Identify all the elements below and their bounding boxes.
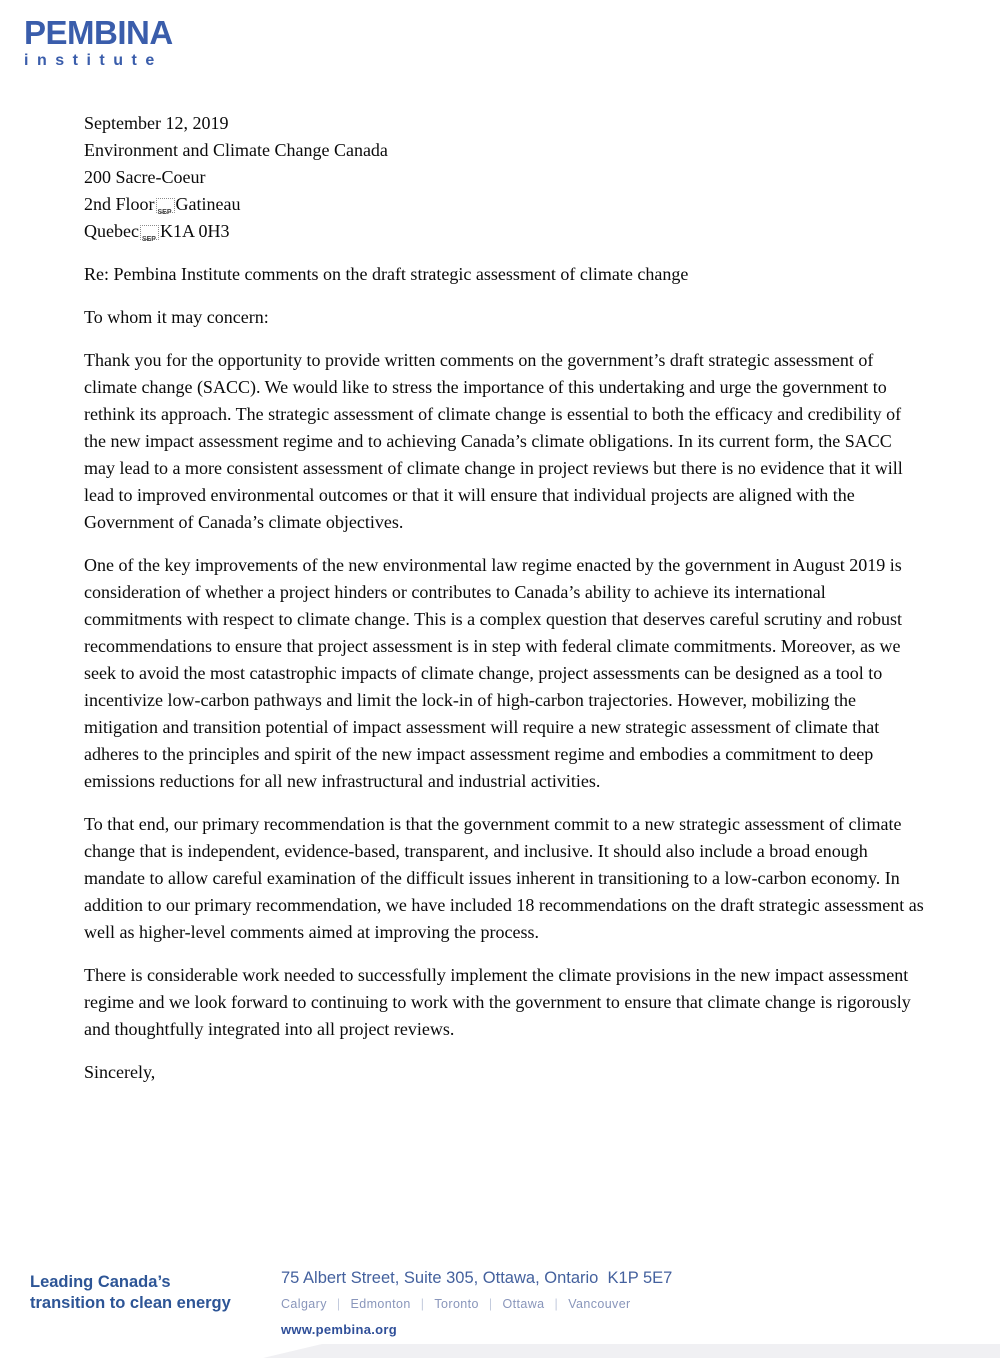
paragraph-3: To that end, our primary recommendation is that the government commit to a new strategic assessment of climate change that is independent, evidence-based, transparent, and inclusive. It should also include a broad enough mandate to allow careful examination of the difficult issues inherent in transitioning to a low-carbon economy. In addition to our primary recommendation, we have included 18 recommendations on the draft strategic assessment as well as higher-level comments aimed at improving the process. <box>84 814 924 942</box>
recipient-city: Gatineau <box>175 194 241 214</box>
city-separator: | <box>336 1297 341 1311</box>
logo-wordmark: PEMBINA <box>24 14 173 51</box>
footer-city: Edmonton <box>350 1297 411 1311</box>
letter-date: September 12, 2019 <box>84 113 229 133</box>
footer-city: Calgary <box>281 1297 327 1311</box>
recipient-postal-code: K1A 0H3 <box>159 221 230 241</box>
city-separator: | <box>420 1297 425 1311</box>
closing: Sincerely, <box>84 1062 156 1082</box>
recipient-floor-line <box>84 191 924 218</box>
sep-control-character-icon <box>156 198 175 216</box>
recipient-postal-line <box>84 218 924 245</box>
footer-tagline <box>30 1272 231 1314</box>
sep-control-character-icon <box>140 225 159 243</box>
footer-city: Ottawa <box>502 1297 545 1311</box>
sep-label: SEP <box>157 209 172 216</box>
paragraph-1: Thank you for the opportunity to provide written comments on the government’s draft strategic assessment of climate change (SACC). We would like to stress the importance of this undertaking and urge the government to rethink its approach. The strategic assessment of climate change is essential to both the efficacy and credibility of the new impact assessment regime and to achieving Canada’s climate obligations. In its current form, the SACC may lead to a more consistent assessment of climate change in project reviews but there is no evidence that it will lead to improved environmental outcomes or that it will ensure that individual projects are aligned with the Government of Canada’s climate objectives. <box>84 350 903 532</box>
footer-website-link[interactable]: www.pembina.org <box>281 1322 397 1337</box>
logo-subtitle: institute <box>24 52 163 69</box>
footer-tagline-line1: Leading Canada’s <box>30 1273 171 1291</box>
date-and-recipient-block <box>84 110 924 245</box>
sep-label: SEP <box>141 236 156 243</box>
city-separator: | <box>488 1297 493 1311</box>
city-separator: | <box>554 1297 559 1311</box>
pembina-logo <box>24 16 173 70</box>
letter-body <box>84 110 924 1102</box>
recipient-floor: 2nd Floor <box>84 194 155 214</box>
footer-street-address: 75 Albert Street, Suite 305, Ottawa, Ontario K1P 5E7 <box>281 1269 673 1287</box>
footer-decorative-band <box>263 1344 1000 1358</box>
recipient-province: Quebec <box>84 221 139 241</box>
salutation: To whom it may concern: <box>84 307 269 327</box>
paragraph-2: One of the key improvements of the new environmental law regime enacted by the government in August 2019 is consideration of whether a project hinders or contributes to Canada’s ability to achieve its international commitments with respect to climate change. This is a complex question that deserves careful scrutiny and robust recommendations to ensure that project assessment is in step with federal climate commitments. Moreover, as we seek to avoid the most catastrophic impacts of climate change, project assessments can be designed as a tool to incentivize low-carbon pathways and limit the lock-in of high-carbon trajectories. However, mobilizing the mitigation and transition potential of impact assessment will require a new strategic assessment of climate that adheres to the principles and spirit of the new impact assessment regime and embodies a commitment to deep emissions reductions for all new infrastructural and industrial activities. <box>84 555 902 791</box>
footer-address-column <box>281 1268 931 1337</box>
footer-city: Vancouver <box>568 1297 631 1311</box>
footer-tagline-line2: transition to clean energy <box>30 1294 231 1312</box>
paragraph-4: There is considerable work needed to successfully implement the climate provisions in the new impact assessment regime and we look forward to continuing to work with the government to ensure that climate change is rigorously and thoughtfully integrated into all project reviews. <box>84 965 911 1039</box>
recipient-street: 200 Sacre-Coeur <box>84 167 206 187</box>
recipient-organization: Environment and Climate Change Canada <box>84 140 388 160</box>
footer-office-cities <box>281 1297 931 1312</box>
subject-line: Re: Pembina Institute comments on the draft strategic assessment of climate change <box>84 264 689 284</box>
footer-city: Toronto <box>434 1297 479 1311</box>
